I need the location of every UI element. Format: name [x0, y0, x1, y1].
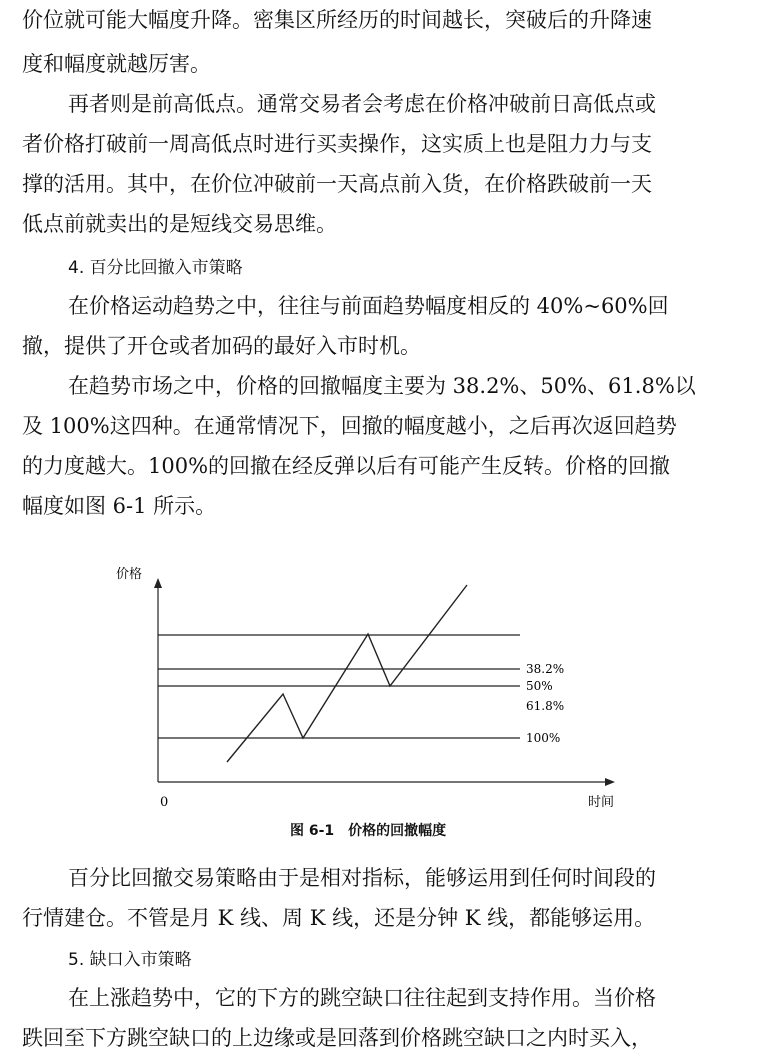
price-path — [227, 585, 467, 762]
level-label-50: 50% — [526, 679, 553, 693]
text-line: 低点前就卖出的是短线交易思维。 — [22, 212, 337, 236]
section-heading: 5. 缺口入市策略 — [68, 950, 192, 970]
text-line: 撤，提供了开仓或者加码的最好入市时机。 — [22, 334, 421, 358]
text-line: 在上涨趋势中，它的下方的跳空缺口往往起到支持作用。当价格 — [68, 986, 656, 1010]
text-line: 再者则是前高低点。通常交易者会考虑在价格冲破前日高低点或 — [68, 92, 656, 116]
text-line: 价位就可能大幅度升降。密集区所经历的时间越长，突破后的升降速 — [22, 8, 652, 32]
text-line: 跌回至下方跳空缺口的上边缘或是回落到价格跳空缺口之内时买入， — [22, 1026, 652, 1050]
x-axis-arrow-icon — [605, 778, 615, 786]
section-heading: 4. 百分比回撤入市策略 — [68, 258, 243, 278]
text-line: 行情建仓。不管是月 K 线、周 K 线，还是分钟 K 线，都能够运用。 — [22, 906, 656, 930]
retracement-figure — [100, 550, 620, 840]
text-line: 在趋势市场之中，价格的回撤幅度主要为 38.2%、50%、61.8%以 — [68, 374, 696, 398]
level-label-100: 100% — [526, 731, 561, 745]
retracement-chart — [100, 550, 620, 840]
text-line: 度和幅度就越厉害。 — [22, 52, 211, 76]
text-line: 者价格打破前一周高低点时进行买卖操作，这实质上也是阻力力与支 — [22, 132, 652, 156]
text-line: 百分比回撤交易策略由于是相对指标，能够运用到任何时间段的 — [68, 866, 656, 890]
x-axis-label: 时间 — [588, 795, 615, 810]
level-label-61-8: 61.8% — [526, 699, 565, 713]
y-axis-label: 价格 — [116, 567, 143, 582]
text-line: 在价格运动趋势之中，往往与前面趋势幅度相反的 40%~60%回 — [68, 294, 669, 318]
text-line: 的力度越大。100%的回撤在经反弹以后有可能产生反转。价格的回撤 — [22, 454, 671, 478]
origin-label: 0 — [160, 795, 169, 810]
text-line: 撑的活用。其中，在价位冲破前一天高点前入货，在价格跌破前一天 — [22, 172, 652, 196]
text-line: 及 100%这四种。在通常情况下，回撤的幅度越小，之后再次返回趋势 — [22, 414, 677, 438]
figure-caption: 图 6-1 价格的回撤幅度 — [290, 823, 447, 839]
level-label-38-2: 38.2% — [526, 662, 565, 676]
text-line: 幅度如图 6-1 所示。 — [22, 494, 217, 518]
y-axis-arrow-icon — [154, 578, 162, 588]
